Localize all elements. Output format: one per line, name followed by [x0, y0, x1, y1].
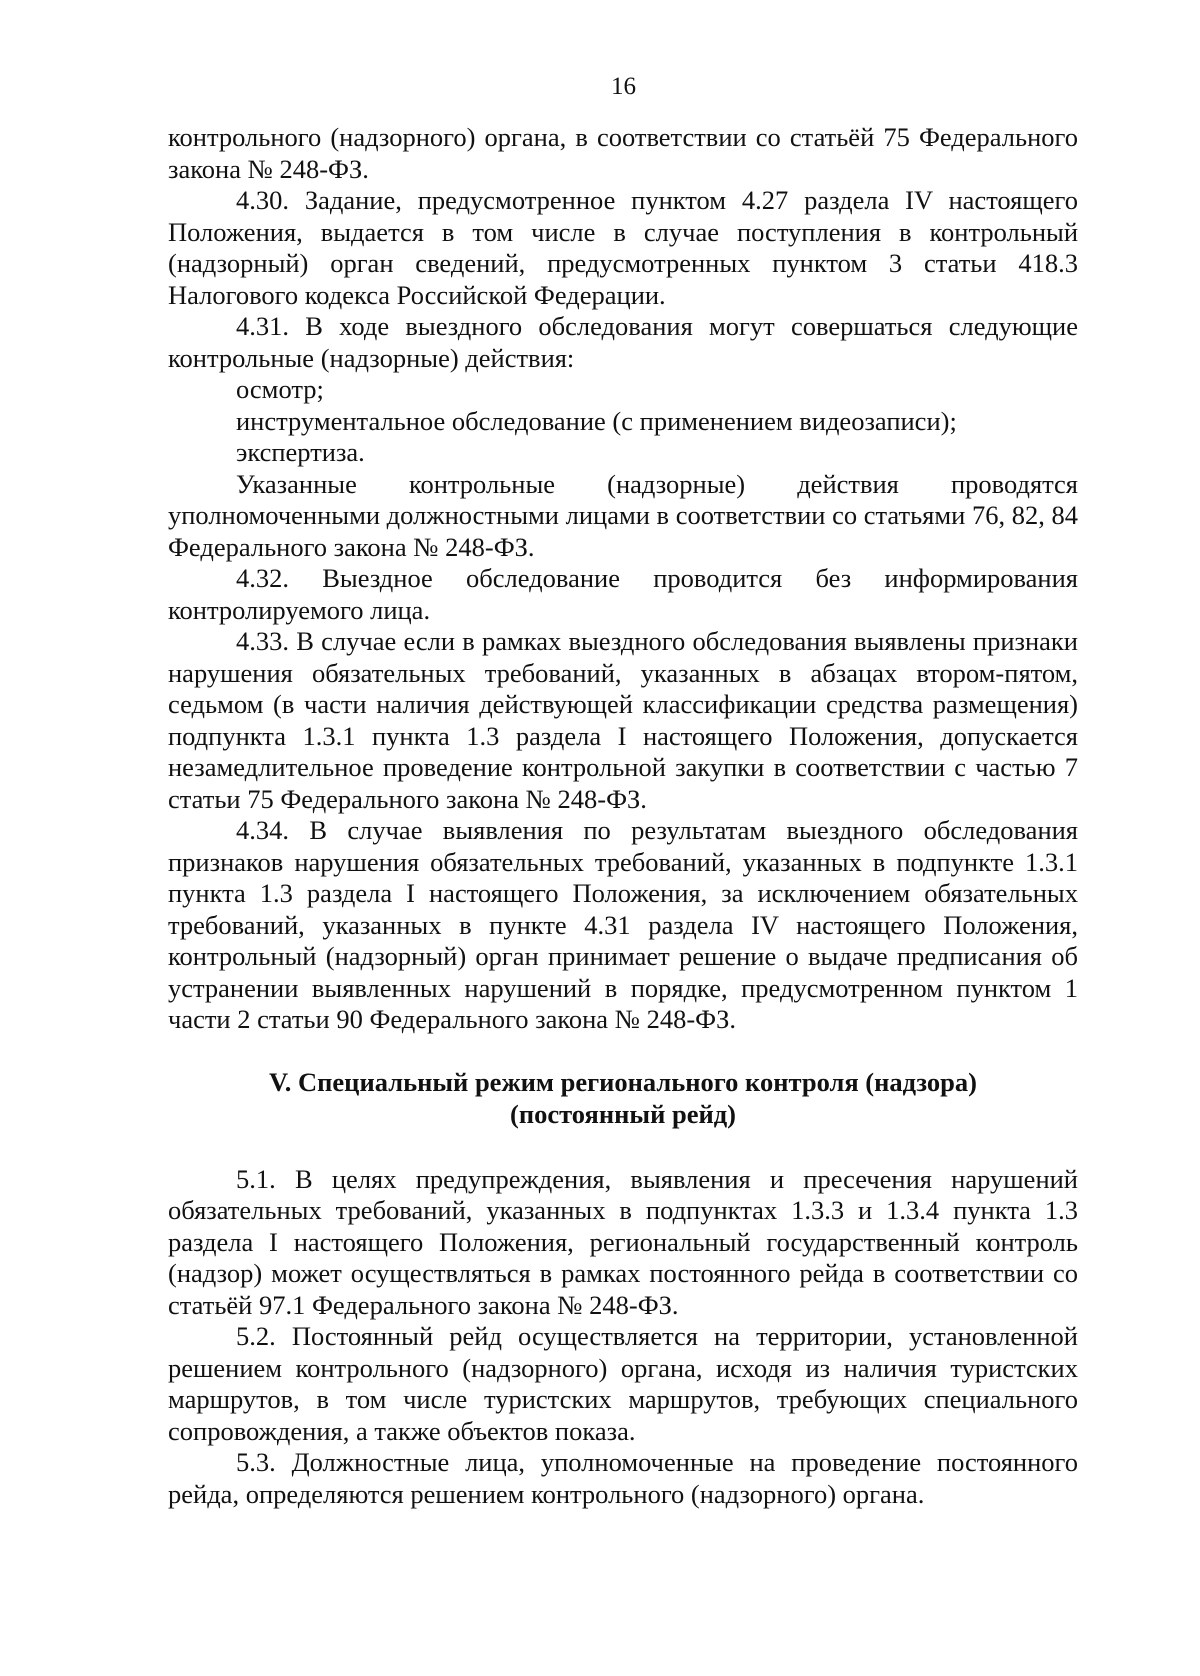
list-item-expertise: экспертиза.: [236, 437, 365, 467]
list-item-inspection: осмотр;: [236, 374, 324, 404]
paragraph-5-1: 5.1. В целях предупреждения, выявления и пресечения нарушений обязательных требований, указанных в подпунктах 1.3.3 и 1.3.4 пункта 1.3 раздела I настоящего Положения, региональный государственный контроль (надзор) может осуществляться в рамках постоянного рейда в соответствии со статьёй 97.1 Федерального закона № 248-ФЗ.: [168, 1163, 1078, 1320]
paragraph-4-33: 4.33. В случае если в рамках выездного обследования выявлены признаки нарушения обязательных требований, указанных в абзацах втором-пятом, седьмом (в части наличия действующей классификации средства размещения) подпункта 1.3.1 пункта 1.3 раздела I настоящего Положения, допускается незамедлительное проведение контрольной закупки в соответствии с частью 7 статьи 75 Федерального закона № 248-ФЗ.: [168, 626, 1078, 814]
paragraph-continuation: контрольного (надзорного) органа, в соответствии со статьёй 75 Федерального закона № 248-ФЗ.: [168, 122, 1078, 184]
paragraph-5-3: 5.3. Должностные лица, уполномоченные на проведение постоянного рейда, определяются решением контрольного (надзорного) органа.: [168, 1447, 1078, 1509]
section-v-title: [168, 1066, 1078, 1130]
paragraph-4-31: 4.31. В ходе выездного обследования могут совершаться следующие контрольные (надзорные) действия:: [168, 311, 1078, 373]
paragraph-4-30: 4.30. Задание, предусмотренное пунктом 4.27 раздела IV настоящего Положения, выдается в том числе в случае поступления в контрольный (надзорный) орган сведений, предусмотренных пунктом 3 статьи 418.3 Налогового кодекса Российской Федерации.: [168, 185, 1078, 310]
list-item-instrumental-survey: инструментальное обследование (с применением видеозаписи);: [236, 405, 957, 436]
section-v-title-line2: (постоянный рейд): [510, 1098, 736, 1129]
document-body: [168, 122, 1078, 1510]
section-v-title-line1: V. Специальный режим регионального контроля (надзора): [269, 1066, 977, 1097]
paragraph-4-32: 4.32. Выездное обследование проводится без информирования контролируемого лица.: [168, 563, 1078, 625]
paragraph-5-2: 5.2. Постоянный рейд осуществляется на территории, установленной решением контрольного (надзорного) органа, исходя из наличия туристских маршрутов, в том числе туристских маршрутов, требующих специального сопровождения, а также объектов показа.: [168, 1321, 1078, 1446]
paragraph-4-34: 4.34. В случае выявления по результатам выездного обследования признаков нарушения обязательных требований, указанных в подпункте 1.3.1 пункта 1.3 раздела I настоящего Положения, за исключением обязательных требований, указанных в пункте 4.31 раздела IV настоящего Положения, контрольный (надзорный) орган принимает решение о выдаче предписания об устранении выявленных нарушений в порядке, предусмотренном пунктом 1 части 2 статьи 90 Федерального закона № 248-ФЗ.: [168, 815, 1078, 1034]
page-number: 16: [611, 73, 636, 100]
paragraph-actions-performed: Указанные контрольные (надзорные) действия проводятся уполномоченными должностными лицами в соответствии со статьями 76, 82, 84 Федерального закона № 248-ФЗ.: [168, 468, 1078, 562]
